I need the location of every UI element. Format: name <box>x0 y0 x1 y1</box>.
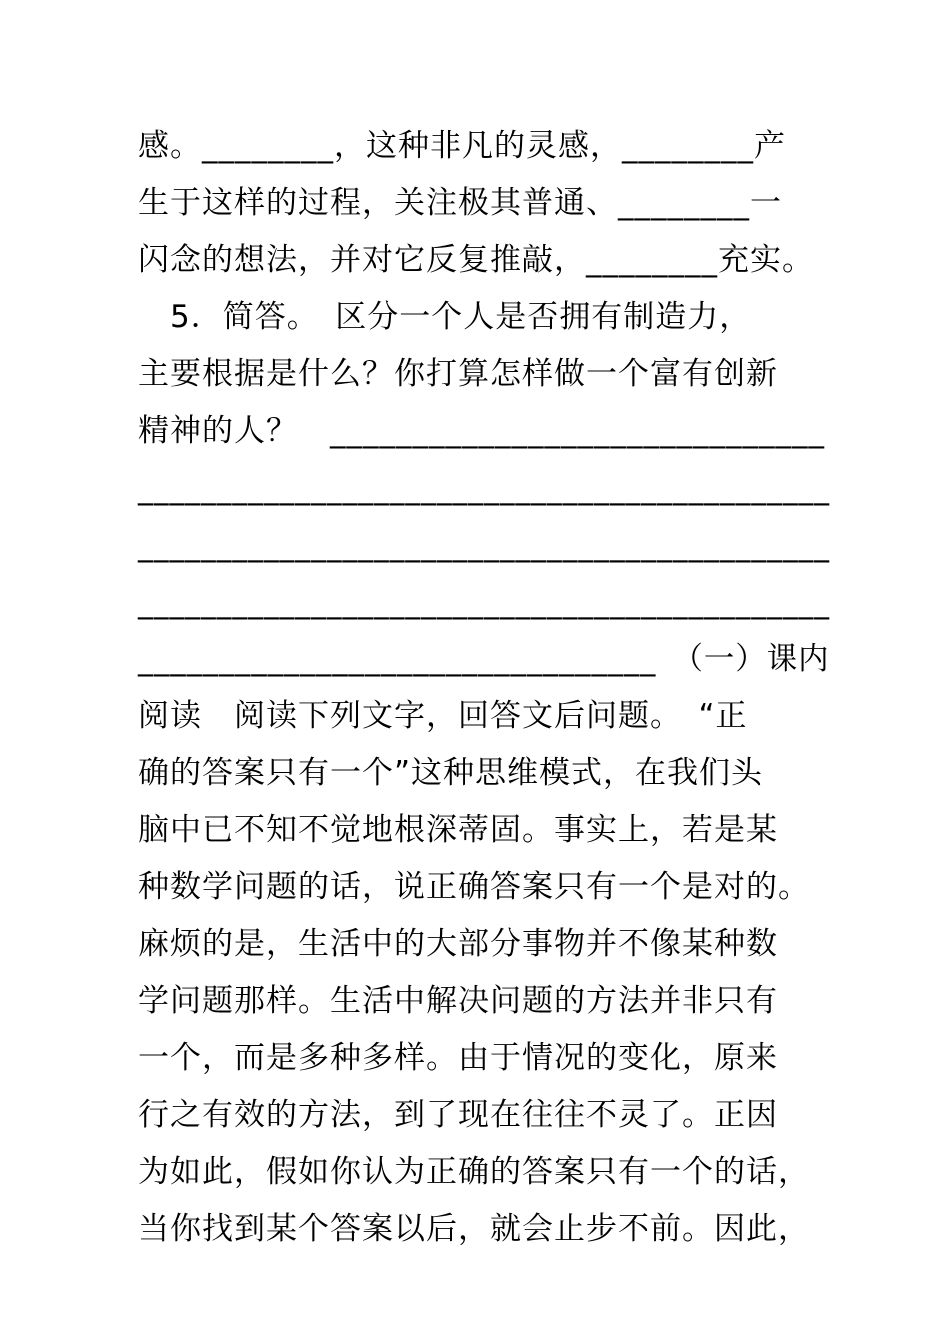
text-line: 为如此，假如你认为正确的答案只有一个的话， <box>138 1154 810 1190</box>
text-line: 确的答案只有一个”这种思维模式，在我们头 <box>138 755 764 791</box>
answer-line: ____________________________________________ <box>138 470 830 506</box>
text-line: 生于这样的过程，关注极其普通、________一 <box>138 185 782 221</box>
text-line: 阅读 阅读下列文字，回答文后问题。 “正 <box>138 698 748 734</box>
answer-line: ____________________________________________ <box>138 527 830 563</box>
question-5-line: 5．简答。 区分一个人是否拥有制造力， <box>138 299 752 335</box>
text-line: 主要根据是什么？你打算怎样做一个富有创新 <box>138 356 778 392</box>
text-line: 感。________，这种非凡的灵感，________产 <box>138 128 786 164</box>
text-line: 行之有效的方法，到了现在往往不灵了。正因 <box>138 1097 778 1133</box>
text-line: 当你找到某个答案以后，就会止步不前。因此， <box>138 1211 810 1247</box>
text-line: 一个，而是多种多样。由于情况的变化，原来 <box>138 1040 778 1076</box>
section-heading-line: ________________________________ （一）课内 <box>138 641 830 677</box>
answer-line: 精神的人？ ______________________________ <box>138 413 825 449</box>
answer-line: ____________________________________________ <box>138 584 830 620</box>
text-line: 脑中已不知不觉地根深蒂固。事实上，若是某 <box>138 812 778 848</box>
text-line: 学问题那样。生活中解决问题的方法并非只有 <box>138 983 778 1019</box>
text-line: 闪念的想法，并对它反复推敲，________充实。 <box>138 242 814 278</box>
text-line: 种数学问题的话，说正确答案只有一个是对的。 <box>138 869 810 905</box>
text-line: 麻烦的是，生活中的大部分事物并不像某种数 <box>138 926 778 962</box>
